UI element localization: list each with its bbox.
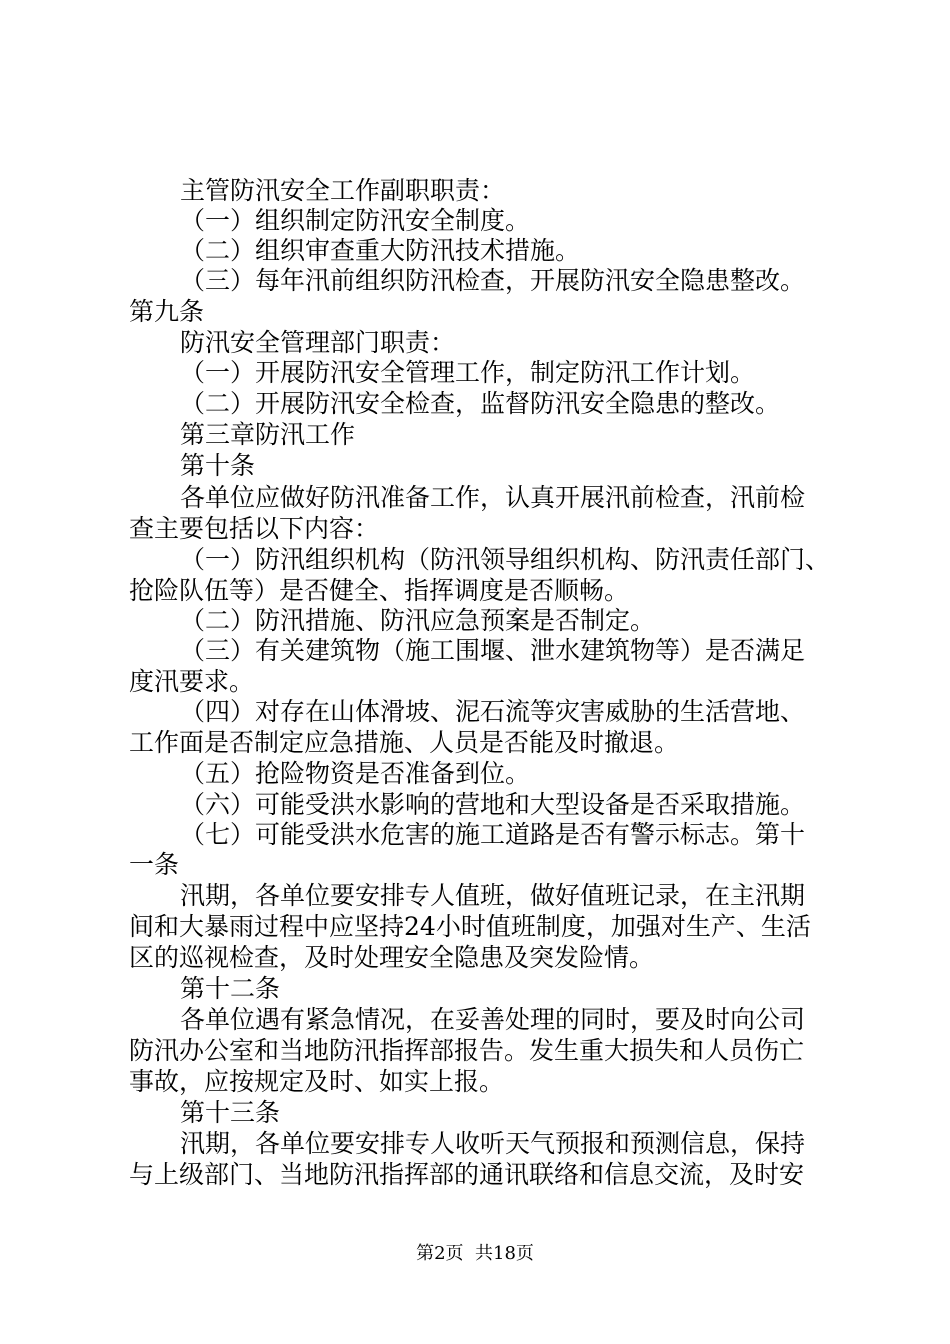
- text-line: 查主要包括以下内容：: [129, 514, 380, 543]
- text-line: （七）可能受洪水危害的施工道路是否有警示标志。第十: [180, 820, 806, 849]
- page-number-footer: 第2页 共18页: [416, 1243, 534, 1264]
- text-line: 事故，应按规定及时、如实上报。: [129, 1067, 505, 1096]
- text-line: （五）抢险物资是否准备到位。: [180, 759, 531, 788]
- text-line: （二）组织审查重大防汛技术措施。: [180, 236, 581, 265]
- text-line: 与上级部门、当地防汛指挥部的通讯联络和信息交流，及时安: [129, 1160, 805, 1189]
- text-line: （三）每年汛前组织防汛检查，开展防汛安全隐患整改。: [180, 266, 806, 295]
- text-line: 区的巡视检查，及时处理安全隐患及突发险情。: [129, 943, 655, 972]
- chapter-heading: 第三章防汛工作: [180, 420, 356, 449]
- text-line: 间和大暴雨过程中应坚持24小时值班制度，加强对生产、生活: [129, 912, 811, 941]
- text-line: 防汛办公室和当地防汛指挥部报告。发生重大损失和人员伤亡: [129, 1036, 805, 1065]
- text-line: 主管防汛安全工作副职职责：: [180, 176, 506, 205]
- text-line: （四）对存在山体滑坡、泥石流等灾害威胁的生活营地、: [180, 697, 806, 726]
- text-line: 工作面是否制定应急措施、人员是否能及时撤退。: [129, 728, 680, 757]
- text-line: （一）开展防汛安全管理工作，制定防汛工作计划。: [180, 358, 756, 387]
- text-line: 防汛安全管理部门职责：: [180, 328, 456, 357]
- section-heading: 第十三条: [180, 1098, 281, 1127]
- text-line: 各单位应做好防汛准备工作，认真开展汛前检查，汛前检: [180, 483, 806, 512]
- text-line: 各单位遇有紧急情况，在妥善处理的同时，要及时向公司: [180, 1005, 806, 1034]
- section-heading: 第十条: [180, 451, 256, 480]
- section-heading: 第十二条: [180, 974, 281, 1003]
- text-line: （二）防汛措施、防汛应急预案是否制定。: [180, 606, 656, 635]
- text-line: （二）开展防汛安全检查，监督防汛安全隐患的整改。: [180, 389, 781, 418]
- text-line: （六）可能受洪水影响的营地和大型设备是否采取措施。: [180, 790, 806, 819]
- section-heading: 一条: [129, 850, 180, 879]
- text-line: 度汛要求。: [129, 667, 255, 696]
- text-line: （一）防汛组织机构（防汛领导组织机构、防汛责任部门、: [180, 545, 831, 574]
- text-line: 抢险队伍等）是否健全、指挥调度是否顺畅。: [129, 576, 630, 605]
- section-heading: 第九条: [129, 297, 205, 326]
- text-line: （一）组织制定防汛安全制度。: [180, 206, 531, 235]
- text-line: 汛期，各单位要安排专人收听天气预报和预测信息，保持: [180, 1129, 806, 1158]
- text-line: （三）有关建筑物（施工围堰、泄水建筑物等）是否满足: [180, 636, 806, 665]
- text-line: 汛期，各单位要安排专人值班，做好值班记录，在主汛期: [180, 881, 806, 910]
